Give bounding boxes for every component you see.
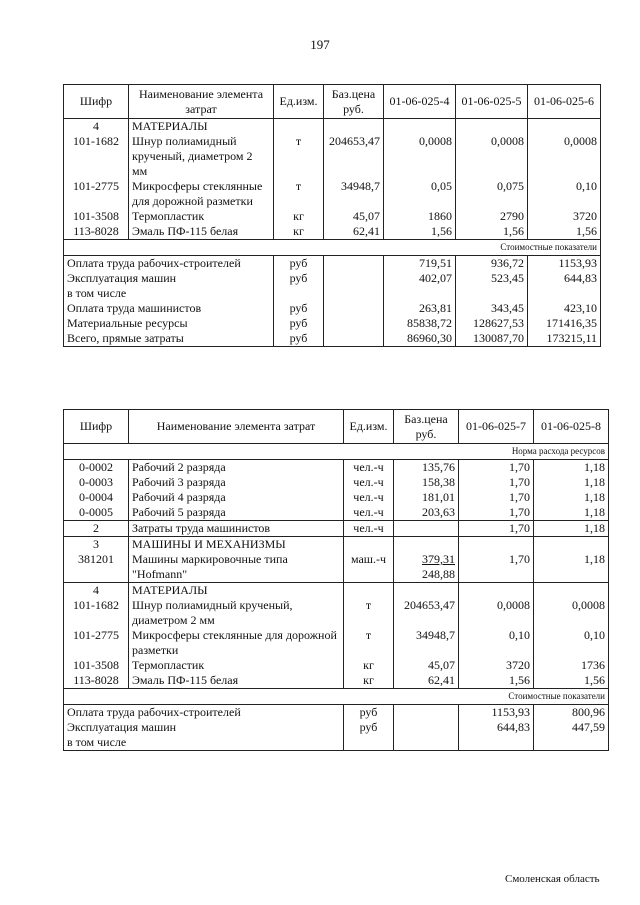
cell-price	[324, 256, 384, 272]
cell-name: Эксплуатация машин	[64, 271, 274, 286]
cost-row	[64, 331, 601, 347]
cell-value: 0,0008	[456, 134, 528, 179]
cell-code: 101-1682	[64, 134, 129, 179]
cell-name: в том числе	[64, 286, 274, 301]
cell-value: 0,10	[528, 179, 601, 209]
cell-value: 263,81	[384, 301, 456, 316]
machine-price-primary: 379,31	[422, 552, 455, 566]
cell-value: 447,59	[534, 720, 609, 735]
section-number: 3	[64, 537, 129, 553]
cell-price	[324, 271, 384, 286]
cell-value: 1,70	[459, 460, 534, 476]
cell-value	[528, 286, 601, 301]
cell-unit: чел.-ч	[344, 475, 394, 490]
cell-name: Шнур полиамидный крученый, диаметром 2 мм	[129, 134, 274, 179]
cost-row	[64, 256, 601, 272]
cost-row	[64, 271, 601, 286]
cell-value: 85838,72	[384, 316, 456, 331]
cell-code: 101-2775	[64, 628, 129, 658]
cell-unit: руб	[274, 316, 324, 331]
cell-value: 173215,11	[528, 331, 601, 347]
cell-code: 0-0003	[64, 475, 129, 490]
cell-value: 1,70	[459, 552, 534, 583]
cell-value: 423,10	[528, 301, 601, 316]
section-number: 4	[64, 119, 129, 135]
cell-value	[459, 583, 534, 599]
cell-value: 0,10	[534, 628, 609, 658]
cell-price	[324, 316, 384, 331]
region-footer: Смоленская область	[505, 873, 600, 885]
cell-unit: руб	[274, 331, 324, 347]
costs-section	[64, 240, 601, 347]
cell-value: 3720	[459, 658, 534, 673]
cell-price: 34948,7	[394, 628, 459, 658]
table-row	[64, 658, 609, 673]
col-header-name: Наименование элемента затрат	[129, 410, 344, 444]
cell-value	[456, 119, 528, 135]
cell-value: 1153,93	[459, 705, 534, 721]
caption-row	[64, 240, 601, 256]
labor-section	[64, 444, 609, 521]
cell-value: 1,18	[534, 475, 609, 490]
cell-value	[384, 286, 456, 301]
cell-name: Оплата труда рабочих-строителей	[64, 705, 344, 721]
cell-price: 203,63	[394, 505, 459, 521]
cell-value: 1,18	[534, 505, 609, 521]
col-header-unit: Ед.изм.	[344, 410, 394, 444]
cell-value: 523,45	[456, 271, 528, 286]
cell-code: 101-1682	[64, 598, 129, 628]
cell-name: Рабочий 4 разряда	[129, 490, 344, 505]
cost-row	[64, 720, 609, 735]
cell-unit: руб	[274, 301, 324, 316]
table-row	[64, 505, 609, 521]
cell-unit: чел.-ч	[344, 490, 394, 505]
cell-price	[324, 331, 384, 347]
cell-code: 0-0002	[64, 460, 129, 476]
cell-value: 1,56	[528, 224, 601, 240]
table-row	[64, 490, 609, 505]
table-row	[64, 134, 601, 179]
cell-code: 113-8028	[64, 224, 129, 240]
cell-price	[394, 735, 459, 751]
table-header-row	[64, 85, 601, 119]
table-row	[64, 475, 609, 490]
resource-table-1	[63, 84, 601, 347]
section-number: 4	[64, 583, 129, 599]
cell-value	[528, 119, 601, 135]
cell-unit: чел.-ч	[344, 521, 394, 537]
cell-value: 1,70	[459, 505, 534, 521]
cell-value	[459, 537, 534, 553]
cell-unit: руб	[274, 271, 324, 286]
cell-value: 1736	[534, 658, 609, 673]
cell-code: 381201	[64, 552, 129, 583]
cost-row	[64, 705, 609, 721]
cell-value: 1,56	[534, 673, 609, 689]
cell-value: 1,70	[459, 475, 534, 490]
cell-code: 101-2775	[64, 179, 129, 209]
cell-name: Микросферы стеклянные для дорожной разметки	[129, 628, 344, 658]
cost-row	[64, 735, 609, 751]
cell-value	[456, 286, 528, 301]
cell-value: 936,72	[456, 256, 528, 272]
cell-name: Машины маркировочные типа "Hofmann"	[129, 552, 344, 583]
table-row	[64, 628, 609, 658]
cell-unit: руб	[274, 256, 324, 272]
cell-price	[394, 537, 459, 553]
cell-value: 1153,93	[528, 256, 601, 272]
cell-unit: т	[274, 179, 324, 209]
table-row	[64, 598, 609, 628]
cell-unit: т	[344, 598, 394, 628]
cell-price: 181,01	[394, 490, 459, 505]
cell-name: Шнур полиамидный крученый, диаметром 2 мм	[129, 598, 344, 628]
cell-name: Всего, прямые затраты	[64, 331, 274, 347]
cell-value: 1,18	[534, 460, 609, 476]
cell-name: Эмаль ПФ-115 белая	[129, 673, 344, 689]
cell-name: Рабочий 2 разряда	[129, 460, 344, 476]
machine-price-secondary: 248,88	[422, 567, 455, 581]
cell-name: Термопластик	[129, 209, 274, 224]
cell-unit: маш.-ч	[344, 552, 394, 583]
norm-caption: Норма расхода ресурсов	[64, 444, 609, 460]
cell-value: 1,18	[534, 490, 609, 505]
cost-indicators-caption: Стоимостные показатели	[64, 689, 609, 705]
section-header-row	[64, 119, 601, 135]
cell-value: 0,0008	[528, 134, 601, 179]
cell-value: 644,83	[459, 720, 534, 735]
cell-price: 158,38	[394, 475, 459, 490]
section-title: МАТЕРИАЛЫ	[129, 583, 344, 599]
col-header-code-1: 01-06-025-4	[384, 85, 456, 119]
cell-unit	[344, 583, 394, 599]
caption-row	[64, 689, 609, 705]
cell-unit: кг	[344, 673, 394, 689]
col-header-name: Наименование элемента затрат	[129, 85, 274, 119]
cell-unit: чел.-ч	[344, 460, 394, 476]
cell-name: Оплата труда рабочих-строителей	[64, 256, 274, 272]
cell-unit: руб	[344, 705, 394, 721]
cell-name: в том числе	[64, 735, 344, 751]
col-header-price: Баз.цена руб.	[324, 85, 384, 119]
cell-value	[534, 583, 609, 599]
section-header-row	[64, 537, 609, 553]
cell-value: 719,51	[384, 256, 456, 272]
cell-value	[534, 735, 609, 751]
cell-name: Затраты труда машинистов	[129, 521, 344, 537]
cell-value	[534, 537, 609, 553]
cell-price	[394, 720, 459, 735]
cost-indicators-caption: Стоимостные показатели	[64, 240, 601, 256]
cell-code: 101-3508	[64, 658, 129, 673]
section-title: МАТЕРИАЛЫ	[129, 119, 274, 135]
cell-value: 0,0008	[459, 598, 534, 628]
cell-value: 1,56	[459, 673, 534, 689]
cell-code: 101-3508	[64, 209, 129, 224]
cell-name: Оплата труда машинистов	[64, 301, 274, 316]
cell-price	[324, 119, 384, 135]
cell-value: 86960,30	[384, 331, 456, 347]
cell-unit	[274, 286, 324, 301]
cell-price	[394, 583, 459, 599]
col-header-code-1: 01-06-025-7	[459, 410, 534, 444]
col-header-code: Шифр	[64, 85, 129, 119]
cell-value: 1,70	[459, 521, 534, 537]
table-row	[64, 460, 609, 476]
cell-name: Эксплуатация машин	[64, 720, 344, 735]
cell-value: 343,45	[456, 301, 528, 316]
cost-row	[64, 286, 601, 301]
table-row	[64, 552, 609, 583]
col-header-code-3: 01-06-025-6	[528, 85, 601, 119]
cell-value: 0,075	[456, 179, 528, 209]
cell-price: 204653,47	[394, 598, 459, 628]
cell-price: 62,41	[394, 673, 459, 689]
cell-unit: т	[274, 134, 324, 179]
cell-value: 0,0008	[384, 134, 456, 179]
cell-price: 45,07	[394, 658, 459, 673]
section-header-row	[64, 583, 609, 599]
cell-value: 2790	[456, 209, 528, 224]
table-row	[64, 673, 609, 689]
col-header-code-2: 01-06-025-8	[534, 410, 609, 444]
cell-price	[394, 521, 459, 537]
cell-price	[394, 552, 459, 583]
cell-code: 2	[64, 521, 129, 537]
cell-price	[324, 286, 384, 301]
cell-value: 1860	[384, 209, 456, 224]
cell-unit	[344, 537, 394, 553]
cell-value	[384, 119, 456, 135]
cell-name: Термопластик	[129, 658, 344, 673]
cost-row	[64, 316, 601, 331]
cell-code: 113-8028	[64, 673, 129, 689]
cell-price	[394, 705, 459, 721]
cell-value: 402,07	[384, 271, 456, 286]
cell-name: Рабочий 5 разряда	[129, 505, 344, 521]
cell-value: 0,05	[384, 179, 456, 209]
cell-name: Эмаль ПФ-115 белая	[129, 224, 274, 240]
cell-value: 3720	[528, 209, 601, 224]
cell-value: 1,56	[384, 224, 456, 240]
col-header-unit: Ед.изм.	[274, 85, 324, 119]
cell-value	[459, 735, 534, 751]
cell-price: 45,07	[324, 209, 384, 224]
cell-value: 171416,35	[528, 316, 601, 331]
section-title: МАШИНЫ И МЕХАНИЗМЫ	[129, 537, 344, 553]
materials-section	[64, 583, 609, 689]
cell-value: 0,0008	[534, 598, 609, 628]
costs-section	[64, 689, 609, 751]
cell-name: Микросферы стеклянные для дорожной разметки	[129, 179, 274, 209]
col-header-price: Баз.цена руб.	[394, 410, 459, 444]
machines-section	[64, 537, 609, 583]
cell-value: 800,96	[534, 705, 609, 721]
cell-unit: кг	[274, 209, 324, 224]
cost-row	[64, 301, 601, 316]
resource-table-2	[63, 409, 609, 751]
cell-unit: руб	[344, 720, 394, 735]
cell-unit	[274, 119, 324, 135]
cell-value: 644,83	[528, 271, 601, 286]
cell-code: 0-0005	[64, 505, 129, 521]
table-row	[64, 224, 601, 240]
cell-value: 1,18	[534, 521, 609, 537]
cell-value: 0,10	[459, 628, 534, 658]
table-header-row	[64, 410, 609, 444]
page-number: 197	[310, 37, 330, 52]
cell-price: 62,41	[324, 224, 384, 240]
cell-name: Материальные ресурсы	[64, 316, 274, 331]
col-header-code-2: 01-06-025-5	[456, 85, 528, 119]
cell-price: 135,76	[394, 460, 459, 476]
caption-row	[64, 444, 609, 460]
table-row	[64, 179, 601, 209]
cell-value: 1,70	[459, 490, 534, 505]
cell-value: 1,56	[456, 224, 528, 240]
cell-unit: т	[344, 628, 394, 658]
cell-price: 34948,7	[324, 179, 384, 209]
cell-unit: кг	[344, 658, 394, 673]
cell-unit	[344, 735, 394, 751]
materials-section	[64, 119, 601, 240]
cell-value: 130087,70	[456, 331, 528, 347]
table-row	[64, 209, 601, 224]
table-row	[64, 521, 609, 537]
cell-value: 1,18	[534, 552, 609, 583]
cell-name: Рабочий 3 разряда	[129, 475, 344, 490]
cell-unit: чел.-ч	[344, 505, 394, 521]
col-header-code: Шифр	[64, 410, 129, 444]
cell-price	[324, 301, 384, 316]
cell-price: 204653,47	[324, 134, 384, 179]
cell-unit: кг	[274, 224, 324, 240]
cell-value: 128627,53	[456, 316, 528, 331]
cell-code: 0-0004	[64, 490, 129, 505]
machinists-section	[64, 521, 609, 537]
